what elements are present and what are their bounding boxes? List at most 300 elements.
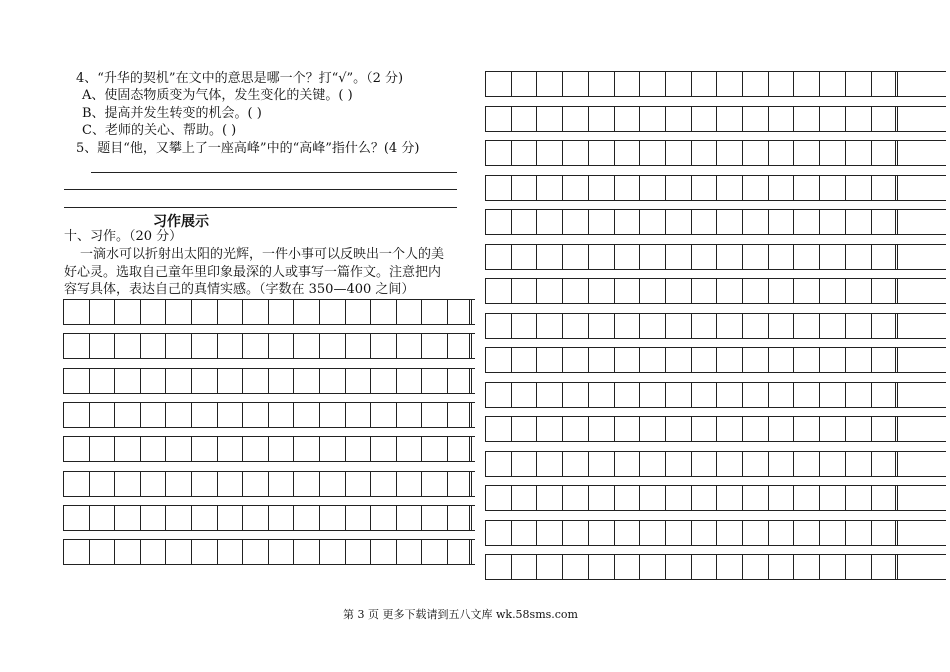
grid-cell[interactable] bbox=[639, 72, 666, 96]
grid-cell[interactable] bbox=[716, 314, 743, 338]
grid-cell[interactable] bbox=[293, 437, 320, 461]
grid-cell[interactable] bbox=[293, 540, 320, 564]
grid-cell[interactable] bbox=[319, 300, 346, 324]
grid-cell[interactable] bbox=[191, 300, 218, 324]
grid-cell[interactable] bbox=[293, 369, 320, 393]
grid-cell[interactable] bbox=[768, 210, 795, 234]
grid-cell[interactable] bbox=[588, 486, 615, 510]
grid-cell[interactable] bbox=[691, 486, 718, 510]
grid-cell[interactable] bbox=[485, 210, 512, 234]
grid-cell[interactable] bbox=[485, 555, 512, 579]
grid-cell[interactable] bbox=[485, 176, 512, 200]
grid-row[interactable] bbox=[63, 539, 475, 565]
grid-cell[interactable] bbox=[63, 334, 90, 358]
grid-cell[interactable] bbox=[319, 369, 346, 393]
answer-line-3[interactable] bbox=[64, 207, 457, 208]
grid-cell[interactable] bbox=[819, 452, 846, 476]
grid-cell[interactable] bbox=[89, 334, 116, 358]
grid-cell[interactable] bbox=[421, 403, 448, 427]
grid-cell[interactable] bbox=[665, 486, 692, 510]
grid-cell[interactable] bbox=[562, 314, 589, 338]
grid-cell[interactable] bbox=[485, 141, 512, 165]
grid-cell[interactable] bbox=[614, 452, 641, 476]
grid-cell[interactable] bbox=[485, 383, 512, 407]
grid-cell[interactable] bbox=[217, 300, 244, 324]
grid-cell[interactable] bbox=[665, 210, 692, 234]
grid-cell[interactable] bbox=[511, 555, 538, 579]
composition-grid-left[interactable] bbox=[63, 298, 475, 573]
grid-cell[interactable] bbox=[614, 417, 641, 441]
grid-cell[interactable] bbox=[345, 472, 372, 496]
grid-cell[interactable] bbox=[562, 417, 589, 441]
grid-cell[interactable] bbox=[742, 555, 769, 579]
grid-cell[interactable] bbox=[871, 486, 898, 510]
grid-cell[interactable] bbox=[511, 314, 538, 338]
grid-cell[interactable] bbox=[396, 540, 423, 564]
grid-cell[interactable] bbox=[742, 486, 769, 510]
grid-cell[interactable] bbox=[768, 107, 795, 131]
grid-cell[interactable] bbox=[871, 452, 898, 476]
grid-cell[interactable] bbox=[793, 279, 820, 303]
grid-row[interactable] bbox=[485, 209, 946, 235]
grid-cell[interactable] bbox=[140, 403, 167, 427]
grid-row[interactable] bbox=[485, 451, 946, 477]
grid-cell[interactable] bbox=[370, 369, 397, 393]
grid-cell[interactable] bbox=[293, 506, 320, 530]
grid-cell[interactable] bbox=[536, 279, 563, 303]
grid-cell[interactable] bbox=[217, 369, 244, 393]
grid-cell[interactable] bbox=[716, 383, 743, 407]
grid-cell[interactable] bbox=[845, 383, 872, 407]
grid-cell[interactable] bbox=[485, 417, 512, 441]
grid-cell[interactable] bbox=[716, 72, 743, 96]
grid-cell[interactable] bbox=[614, 72, 641, 96]
grid-cell[interactable] bbox=[691, 210, 718, 234]
grid-cell[interactable] bbox=[165, 506, 192, 530]
grid-row[interactable] bbox=[63, 471, 475, 497]
grid-cell[interactable] bbox=[819, 72, 846, 96]
grid-cell[interactable] bbox=[562, 383, 589, 407]
grid-cell[interactable] bbox=[742, 245, 769, 269]
grid-cell[interactable] bbox=[89, 506, 116, 530]
grid-cell[interactable] bbox=[140, 334, 167, 358]
grid-cell[interactable] bbox=[242, 300, 269, 324]
grid-row[interactable] bbox=[485, 313, 946, 339]
grid-cell[interactable] bbox=[293, 300, 320, 324]
grid-cell[interactable] bbox=[845, 245, 872, 269]
grid-cell[interactable] bbox=[165, 403, 192, 427]
grid-cell[interactable] bbox=[768, 348, 795, 372]
grid-cell[interactable] bbox=[396, 506, 423, 530]
grid-cell[interactable] bbox=[639, 176, 666, 200]
grid-cell[interactable] bbox=[114, 300, 141, 324]
grid-cell[interactable] bbox=[511, 176, 538, 200]
grid-cell[interactable] bbox=[716, 521, 743, 545]
grid-cell[interactable] bbox=[691, 521, 718, 545]
grid-cell[interactable] bbox=[742, 348, 769, 372]
grid-cell[interactable] bbox=[639, 383, 666, 407]
grid-cell[interactable] bbox=[140, 540, 167, 564]
grid-cell[interactable] bbox=[536, 245, 563, 269]
grid-cell[interactable] bbox=[511, 348, 538, 372]
grid-cell[interactable] bbox=[768, 314, 795, 338]
grid-cell[interactable] bbox=[614, 245, 641, 269]
grid-cell[interactable] bbox=[716, 107, 743, 131]
grid-cell[interactable] bbox=[370, 472, 397, 496]
grid-cell[interactable] bbox=[871, 314, 898, 338]
grid-cell[interactable] bbox=[485, 348, 512, 372]
grid-cell[interactable] bbox=[345, 506, 372, 530]
grid-cell[interactable] bbox=[665, 417, 692, 441]
grid-cell[interactable] bbox=[819, 210, 846, 234]
grid-cell[interactable] bbox=[639, 555, 666, 579]
grid-cell[interactable] bbox=[536, 107, 563, 131]
grid-cell[interactable] bbox=[370, 300, 397, 324]
grid-cell[interactable] bbox=[845, 348, 872, 372]
grid-cell[interactable] bbox=[345, 334, 372, 358]
grid-cell[interactable] bbox=[165, 540, 192, 564]
grid-cell[interactable] bbox=[217, 540, 244, 564]
grid-cell[interactable] bbox=[742, 314, 769, 338]
grid-cell[interactable] bbox=[768, 279, 795, 303]
grid-cell[interactable] bbox=[716, 210, 743, 234]
grid-cell[interactable] bbox=[691, 452, 718, 476]
grid-cell[interactable] bbox=[140, 472, 167, 496]
grid-cell[interactable] bbox=[819, 555, 846, 579]
grid-cell[interactable] bbox=[114, 506, 141, 530]
grid-cell[interactable] bbox=[614, 210, 641, 234]
grid-cell[interactable] bbox=[871, 72, 898, 96]
grid-row[interactable] bbox=[485, 244, 946, 270]
grid-cell[interactable] bbox=[485, 314, 512, 338]
grid-cell[interactable] bbox=[63, 540, 90, 564]
grid-cell[interactable] bbox=[614, 383, 641, 407]
grid-cell[interactable] bbox=[793, 314, 820, 338]
grid-cell[interactable] bbox=[819, 245, 846, 269]
grid-cell[interactable] bbox=[793, 141, 820, 165]
grid-cell[interactable] bbox=[871, 107, 898, 131]
grid-cell[interactable] bbox=[63, 403, 90, 427]
grid-cell[interactable] bbox=[768, 486, 795, 510]
grid-cell[interactable] bbox=[716, 417, 743, 441]
grid-cell[interactable] bbox=[89, 472, 116, 496]
grid-row[interactable] bbox=[485, 71, 946, 97]
grid-cell[interactable] bbox=[485, 279, 512, 303]
grid-cell[interactable] bbox=[639, 348, 666, 372]
grid-cell[interactable] bbox=[268, 334, 295, 358]
grid-cell[interactable] bbox=[716, 141, 743, 165]
grid-cell[interactable] bbox=[614, 107, 641, 131]
grid-cell[interactable] bbox=[536, 452, 563, 476]
grid-cell[interactable] bbox=[742, 107, 769, 131]
grid-cell[interactable] bbox=[614, 279, 641, 303]
grid-cell[interactable] bbox=[768, 383, 795, 407]
grid-cell[interactable] bbox=[370, 403, 397, 427]
grid-cell[interactable] bbox=[242, 472, 269, 496]
grid-cell[interactable] bbox=[140, 506, 167, 530]
grid-cell[interactable] bbox=[819, 383, 846, 407]
grid-cell[interactable] bbox=[691, 176, 718, 200]
grid-cell[interactable] bbox=[691, 72, 718, 96]
grid-cell[interactable] bbox=[588, 107, 615, 131]
grid-cell[interactable] bbox=[716, 348, 743, 372]
grid-cell[interactable] bbox=[165, 334, 192, 358]
grid-cell[interactable] bbox=[370, 506, 397, 530]
grid-cell[interactable] bbox=[268, 437, 295, 461]
grid-cell[interactable] bbox=[319, 403, 346, 427]
grid-cell[interactable] bbox=[614, 555, 641, 579]
grid-cell[interactable] bbox=[793, 176, 820, 200]
grid-cell[interactable] bbox=[639, 141, 666, 165]
grid-row[interactable] bbox=[63, 299, 475, 325]
grid-cell[interactable] bbox=[845, 486, 872, 510]
grid-cell[interactable] bbox=[536, 486, 563, 510]
grid-cell[interactable] bbox=[588, 314, 615, 338]
grid-cell[interactable] bbox=[716, 176, 743, 200]
grid-cell[interactable] bbox=[691, 348, 718, 372]
grid-cell[interactable] bbox=[89, 540, 116, 564]
grid-cell[interactable] bbox=[140, 437, 167, 461]
grid-cell[interactable] bbox=[819, 521, 846, 545]
grid-cell[interactable] bbox=[293, 472, 320, 496]
grid-cell[interactable] bbox=[217, 437, 244, 461]
grid-cell[interactable] bbox=[793, 486, 820, 510]
grid-cell[interactable] bbox=[819, 417, 846, 441]
grid-cell[interactable] bbox=[242, 506, 269, 530]
grid-cell[interactable] bbox=[871, 348, 898, 372]
grid-cell[interactable] bbox=[665, 314, 692, 338]
grid-row[interactable] bbox=[485, 175, 946, 201]
composition-grid-right[interactable] bbox=[485, 69, 946, 567]
grid-cell[interactable] bbox=[319, 540, 346, 564]
grid-cell[interactable] bbox=[845, 314, 872, 338]
grid-cell[interactable] bbox=[639, 279, 666, 303]
grid-cell[interactable] bbox=[536, 176, 563, 200]
grid-cell[interactable] bbox=[793, 383, 820, 407]
grid-cell[interactable] bbox=[536, 348, 563, 372]
grid-cell[interactable] bbox=[421, 334, 448, 358]
grid-row[interactable] bbox=[485, 106, 946, 132]
grid-cell[interactable] bbox=[511, 210, 538, 234]
grid-cell[interactable] bbox=[614, 486, 641, 510]
grid-cell[interactable] bbox=[691, 141, 718, 165]
grid-cell[interactable] bbox=[89, 437, 116, 461]
grid-cell[interactable] bbox=[845, 141, 872, 165]
grid-cell[interactable] bbox=[742, 383, 769, 407]
grid-cell[interactable] bbox=[768, 452, 795, 476]
grid-cell[interactable] bbox=[114, 540, 141, 564]
grid-cell[interactable] bbox=[588, 555, 615, 579]
grid-cell[interactable] bbox=[396, 334, 423, 358]
grid-row[interactable] bbox=[485, 140, 946, 166]
grid-cell[interactable] bbox=[639, 210, 666, 234]
grid-cell[interactable] bbox=[665, 245, 692, 269]
grid-cell[interactable] bbox=[871, 279, 898, 303]
grid-cell[interactable] bbox=[691, 279, 718, 303]
grid-cell[interactable] bbox=[63, 437, 90, 461]
grid-cell[interactable] bbox=[370, 540, 397, 564]
grid-cell[interactable] bbox=[742, 452, 769, 476]
grid-cell[interactable] bbox=[742, 72, 769, 96]
grid-cell[interactable] bbox=[562, 176, 589, 200]
grid-row[interactable] bbox=[485, 382, 946, 408]
grid-cell[interactable] bbox=[768, 141, 795, 165]
grid-cell[interactable] bbox=[793, 521, 820, 545]
grid-row[interactable] bbox=[63, 505, 475, 531]
grid-cell[interactable] bbox=[665, 72, 692, 96]
grid-cell[interactable] bbox=[217, 403, 244, 427]
grid-cell[interactable] bbox=[793, 72, 820, 96]
grid-cell[interactable] bbox=[511, 486, 538, 510]
grid-cell[interactable] bbox=[768, 72, 795, 96]
grid-cell[interactable] bbox=[396, 369, 423, 393]
grid-cell[interactable] bbox=[511, 245, 538, 269]
grid-row[interactable] bbox=[485, 485, 946, 511]
grid-cell[interactable] bbox=[63, 369, 90, 393]
grid-cell[interactable] bbox=[191, 540, 218, 564]
grid-cell[interactable] bbox=[588, 245, 615, 269]
grid-cell[interactable] bbox=[396, 437, 423, 461]
grid-cell[interactable] bbox=[562, 486, 589, 510]
grid-cell[interactable] bbox=[114, 472, 141, 496]
grid-cell[interactable] bbox=[63, 506, 90, 530]
grid-cell[interactable] bbox=[191, 403, 218, 427]
grid-cell[interactable] bbox=[421, 506, 448, 530]
grid-cell[interactable] bbox=[165, 472, 192, 496]
grid-cell[interactable] bbox=[191, 437, 218, 461]
grid-cell[interactable] bbox=[588, 383, 615, 407]
grid-cell[interactable] bbox=[639, 417, 666, 441]
grid-cell[interactable] bbox=[819, 279, 846, 303]
grid-cell[interactable] bbox=[742, 176, 769, 200]
grid-cell[interactable] bbox=[242, 403, 269, 427]
grid-cell[interactable] bbox=[665, 348, 692, 372]
grid-cell[interactable] bbox=[768, 417, 795, 441]
grid-cell[interactable] bbox=[140, 300, 167, 324]
grid-cell[interactable] bbox=[588, 348, 615, 372]
grid-cell[interactable] bbox=[319, 472, 346, 496]
grid-cell[interactable] bbox=[562, 245, 589, 269]
grid-cell[interactable] bbox=[793, 555, 820, 579]
grid-cell[interactable] bbox=[345, 300, 372, 324]
grid-cell[interactable] bbox=[319, 437, 346, 461]
grid-cell[interactable] bbox=[242, 437, 269, 461]
grid-cell[interactable] bbox=[562, 555, 589, 579]
grid-cell[interactable] bbox=[639, 314, 666, 338]
grid-cell[interactable] bbox=[845, 417, 872, 441]
grid-cell[interactable] bbox=[511, 72, 538, 96]
grid-cell[interactable] bbox=[268, 472, 295, 496]
grid-cell[interactable] bbox=[793, 245, 820, 269]
grid-cell[interactable] bbox=[421, 472, 448, 496]
grid-cell[interactable] bbox=[242, 540, 269, 564]
grid-cell[interactable] bbox=[845, 452, 872, 476]
grid-cell[interactable] bbox=[793, 348, 820, 372]
grid-cell[interactable] bbox=[768, 176, 795, 200]
grid-cell[interactable] bbox=[396, 403, 423, 427]
grid-cell[interactable] bbox=[485, 486, 512, 510]
grid-cell[interactable] bbox=[588, 417, 615, 441]
grid-cell[interactable] bbox=[345, 540, 372, 564]
grid-cell[interactable] bbox=[191, 369, 218, 393]
answer-line-1[interactable] bbox=[91, 172, 457, 173]
grid-cell[interactable] bbox=[691, 245, 718, 269]
grid-cell[interactable] bbox=[345, 403, 372, 427]
grid-cell[interactable] bbox=[63, 472, 90, 496]
grid-cell[interactable] bbox=[562, 348, 589, 372]
grid-cell[interactable] bbox=[665, 279, 692, 303]
grid-cell[interactable] bbox=[165, 300, 192, 324]
grid-cell[interactable] bbox=[871, 521, 898, 545]
grid-row[interactable] bbox=[63, 368, 475, 394]
grid-cell[interactable] bbox=[396, 300, 423, 324]
grid-cell[interactable] bbox=[845, 555, 872, 579]
grid-row[interactable] bbox=[63, 436, 475, 462]
grid-cell[interactable] bbox=[819, 314, 846, 338]
grid-cell[interactable] bbox=[217, 334, 244, 358]
grid-cell[interactable] bbox=[114, 403, 141, 427]
grid-cell[interactable] bbox=[242, 369, 269, 393]
grid-cell[interactable] bbox=[370, 334, 397, 358]
grid-cell[interactable] bbox=[536, 383, 563, 407]
grid-cell[interactable] bbox=[665, 555, 692, 579]
grid-cell[interactable] bbox=[665, 383, 692, 407]
grid-cell[interactable] bbox=[268, 369, 295, 393]
grid-row[interactable] bbox=[63, 333, 475, 359]
grid-cell[interactable] bbox=[639, 245, 666, 269]
grid-cell[interactable] bbox=[562, 141, 589, 165]
grid-cell[interactable] bbox=[89, 369, 116, 393]
grid-cell[interactable] bbox=[845, 107, 872, 131]
grid-cell[interactable] bbox=[536, 210, 563, 234]
grid-cell[interactable] bbox=[588, 176, 615, 200]
grid-cell[interactable] bbox=[421, 300, 448, 324]
grid-cell[interactable] bbox=[268, 506, 295, 530]
grid-cell[interactable] bbox=[614, 521, 641, 545]
grid-cell[interactable] bbox=[742, 521, 769, 545]
grid-cell[interactable] bbox=[562, 279, 589, 303]
grid-cell[interactable] bbox=[639, 486, 666, 510]
grid-cell[interactable] bbox=[562, 521, 589, 545]
grid-cell[interactable] bbox=[485, 72, 512, 96]
grid-cell[interactable] bbox=[716, 279, 743, 303]
grid-cell[interactable] bbox=[345, 369, 372, 393]
grid-cell[interactable] bbox=[742, 141, 769, 165]
grid-cell[interactable] bbox=[588, 521, 615, 545]
grid-cell[interactable] bbox=[871, 141, 898, 165]
grid-cell[interactable] bbox=[793, 452, 820, 476]
grid-cell[interactable] bbox=[511, 141, 538, 165]
grid-cell[interactable] bbox=[871, 417, 898, 441]
grid-cell[interactable] bbox=[588, 72, 615, 96]
grid-cell[interactable] bbox=[191, 334, 218, 358]
grid-cell[interactable] bbox=[370, 437, 397, 461]
grid-cell[interactable] bbox=[511, 452, 538, 476]
grid-cell[interactable] bbox=[614, 348, 641, 372]
grid-cell[interactable] bbox=[536, 521, 563, 545]
grid-cell[interactable] bbox=[562, 452, 589, 476]
grid-cell[interactable] bbox=[485, 107, 512, 131]
grid-cell[interactable] bbox=[639, 452, 666, 476]
grid-cell[interactable] bbox=[845, 72, 872, 96]
grid-cell[interactable] bbox=[421, 437, 448, 461]
grid-cell[interactable] bbox=[691, 383, 718, 407]
grid-cell[interactable] bbox=[89, 300, 116, 324]
grid-cell[interactable] bbox=[268, 300, 295, 324]
grid-cell[interactable] bbox=[819, 176, 846, 200]
grid-cell[interactable] bbox=[665, 521, 692, 545]
grid-cell[interactable] bbox=[536, 314, 563, 338]
